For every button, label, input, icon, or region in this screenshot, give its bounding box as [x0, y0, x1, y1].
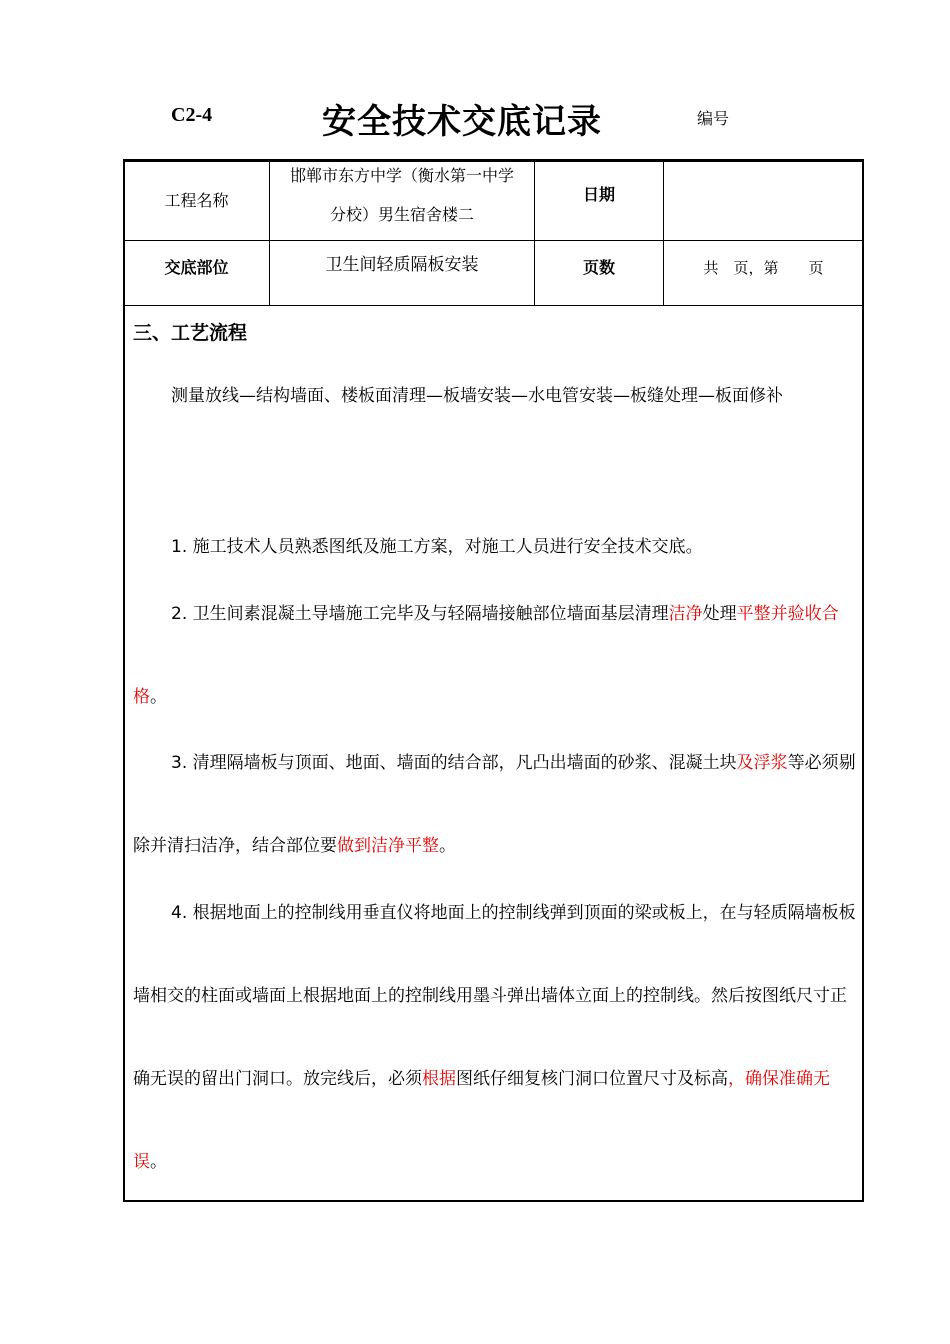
- table-divider: [663, 160, 664, 306]
- list-item: [133, 872, 857, 1204]
- highlight-text: 平整并验收合格: [133, 604, 839, 707]
- project-name-label: 工程名称: [164, 191, 229, 210]
- table-divider: [534, 160, 535, 306]
- highlight-text: 根据: [422, 1069, 456, 1089]
- table-divider: [124, 305, 863, 306]
- item-text: 图纸仔细复核门洞口位置尺寸及标高: [456, 1069, 728, 1089]
- page-title: 安全技术交底记录: [322, 102, 602, 142]
- highlight-text: 洁净: [668, 604, 703, 624]
- highlight-text: 做到洁净平整: [337, 836, 439, 856]
- item-text: 2. 卫生间素混凝土导墙施工完毕及与轻隔墙接触部位墙面基层清理: [171, 604, 669, 624]
- list-item: [133, 722, 857, 888]
- item-text: 。: [150, 687, 167, 707]
- project-name-value-line2: 分校）男生宿舍楼二: [329, 205, 474, 224]
- list-item: [133, 573, 857, 739]
- pages-label: 页数: [582, 258, 615, 277]
- process-flow: 测量放线—结构墙面、楼板面清理—板墙安装—水电管安装—板缝处理—板面修补: [171, 386, 783, 406]
- project-name-value: 邯郸市东方中学（衡水第一中学: [289, 166, 514, 185]
- item-text: 4. 根据地面上的控制线用垂直仪将地面上的控制线弹到顶面的梁或板上，在与轻质隔墙板板墙相交的柱面或墙面上根据地面上的控制线用墨斗弹出墙体立面上的控制线。然后按图纸尺寸正确无误的留出门洞口。放完线后，必须: [133, 903, 856, 1089]
- highlight-text: 及浮浆: [736, 753, 788, 773]
- item-text: 3. 清理隔墙板与顶面、地面、墙面的结合部，凡凸出墙面的砂浆、混凝土块: [171, 753, 737, 773]
- location-label: 交底部位: [164, 258, 229, 277]
- location-value: 卫生间轻质隔板安装: [325, 255, 479, 275]
- item-text: 。: [150, 1152, 167, 1172]
- item-text: 。: [439, 836, 456, 856]
- item-text: 等必须剔除并清扫洁净，结合部位要: [133, 753, 856, 856]
- date-label: 日期: [582, 185, 615, 204]
- highlight-text: ，确保准确无误: [133, 1069, 830, 1172]
- pages-value: 共 页，第 页: [703, 259, 824, 277]
- table-divider: [124, 240, 863, 241]
- section-title: 三、工艺流程: [133, 322, 248, 344]
- form-code: C2-4: [171, 104, 213, 126]
- list-item: 1. 施工技术人员熟悉图纸及施工方案，对施工人员进行安全技术交底。: [171, 537, 703, 557]
- item-text: 处理: [702, 604, 737, 624]
- number-label: 编号: [697, 109, 730, 128]
